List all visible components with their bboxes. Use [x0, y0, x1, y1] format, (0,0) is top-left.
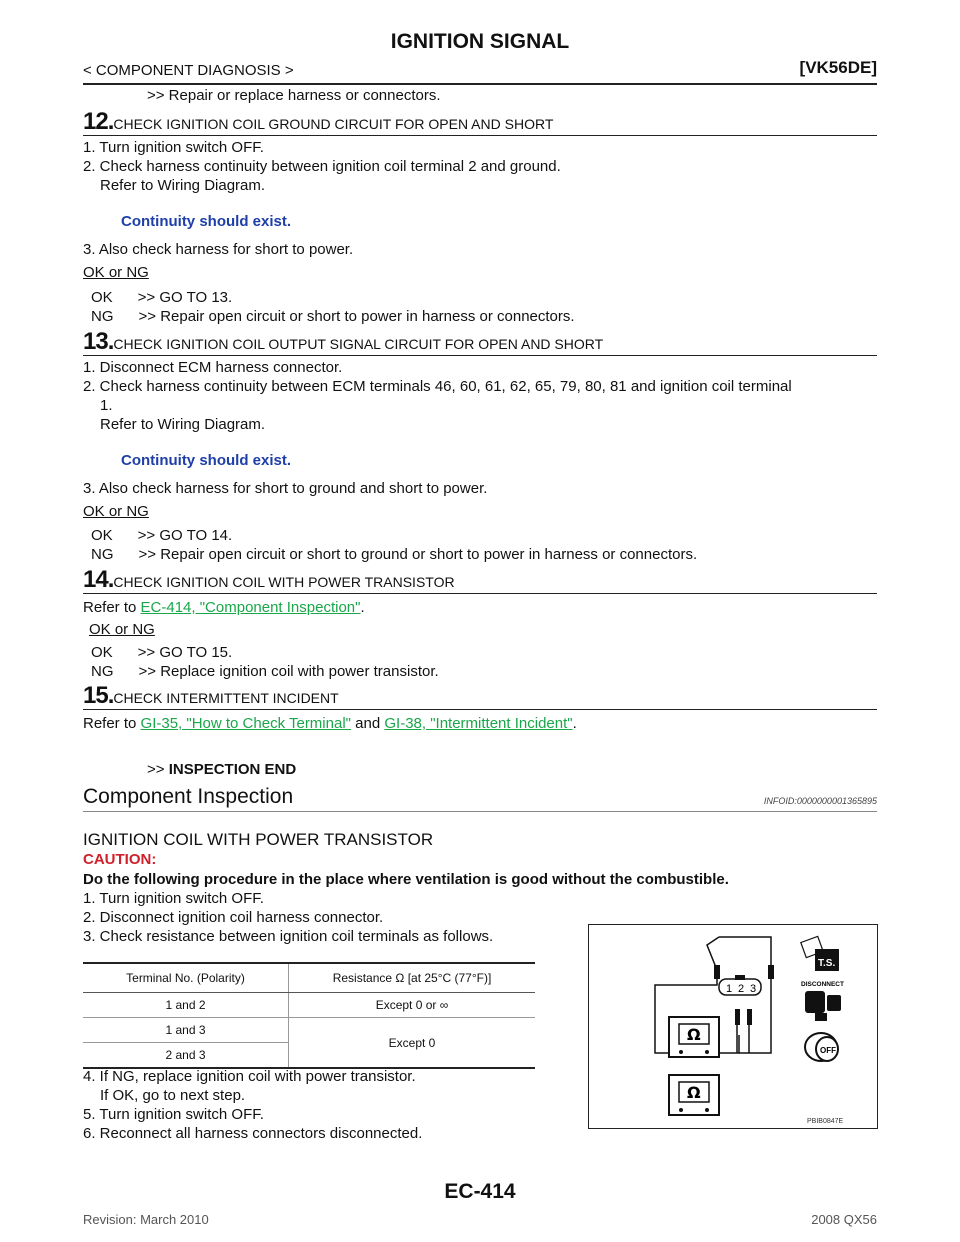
- ok-ng-label: OK or NG: [83, 264, 149, 281]
- step-number: 13.: [83, 328, 114, 355]
- off-label: OFF: [820, 1046, 836, 1055]
- ng-result: NG >> Repair open circuit or short to ground or short to power in harness or connectors.: [91, 546, 698, 563]
- inspection-diagram: [589, 925, 877, 1128]
- step-13-heading: [83, 328, 603, 356]
- end-prefix: >>: [147, 761, 169, 778]
- table-header-row: [83, 963, 535, 993]
- disconnect-label: DISCONNECT: [801, 981, 844, 988]
- header-rule: [83, 83, 877, 85]
- step-line: 1. Turn ignition switch OFF.: [83, 139, 264, 156]
- step-line: 3. Also check harness for short to power.: [83, 241, 354, 258]
- step-line: 6. Reconnect all harness connectors disconnected.: [83, 1125, 423, 1142]
- terminal-label: 1: [726, 983, 733, 995]
- engine-code: [VK56DE]: [799, 58, 877, 77]
- caution-text: Do the following procedure in the place where ventilation is good without the combustible.: [83, 871, 729, 888]
- ok-result: OK >> GO TO 15.: [91, 644, 233, 661]
- step-rule: [83, 709, 877, 710]
- step-title: CHECK IGNITION COIL GROUND CIRCUIT FOR OPEN AND SHORT: [113, 116, 554, 132]
- component-inspection-heading: Component Inspection: [83, 785, 294, 808]
- page-number: EC-414: [444, 1180, 516, 1203]
- inspection-figure: [588, 924, 878, 1129]
- step-number: 14.: [83, 566, 114, 593]
- step-line: 1. Disconnect ECM harness connector.: [83, 359, 343, 376]
- inspection-end: [147, 760, 296, 779]
- and-text: and: [350, 715, 385, 732]
- table-cell: 2 and 3: [83, 1043, 289, 1069]
- how-to-check-terminal-link[interactable]: GI-35, "How to Check Terminal": [140, 715, 351, 732]
- vehicle-model: 2008 QX56: [811, 1212, 877, 1227]
- heading-rule: [83, 811, 877, 812]
- period: .: [360, 599, 365, 616]
- step-title: CHECK IGNITION COIL WITH POWER TRANSISTOR: [113, 574, 455, 590]
- continuity-note: Continuity should exist.: [121, 213, 292, 230]
- step-line: 2. Check harness continuity between ECM terminals 46, 60, 61, 62, 65, 79, 80, 81 and ignition coil terminal: [83, 378, 792, 395]
- table-cell: 1 and 2: [83, 993, 289, 1018]
- table-header-cell: Terminal No. (Polarity): [83, 963, 289, 993]
- ok-ng-label: OK or NG: [83, 503, 149, 520]
- disconnect-icon: [801, 981, 844, 1021]
- step-line: 5. Turn ignition switch OFF.: [83, 1106, 264, 1123]
- ok-ng-label: OK or NG: [89, 621, 155, 638]
- info-id: INFOID:0000000001365895: [763, 796, 877, 806]
- table-row: [83, 993, 535, 1018]
- resistance-table: [83, 962, 535, 1069]
- step-rule: [83, 135, 877, 136]
- ng-result: NG >> Repair open circuit or short to power in harness or connectors.: [91, 308, 575, 325]
- step-line: 2. Disconnect ignition coil harness connector.: [83, 909, 384, 926]
- ok-result: OK >> GO TO 14.: [91, 527, 233, 544]
- refer-line: [83, 598, 365, 617]
- component-inspection-link[interactable]: EC-414, "Component Inspection": [140, 599, 361, 616]
- step-line: Refer to Wiring Diagram.: [100, 177, 266, 194]
- step-rule: [83, 593, 877, 594]
- ok-result: OK >> GO TO 13.: [91, 289, 233, 306]
- step-number: 15.: [83, 682, 114, 709]
- step-15-heading: [83, 682, 339, 710]
- step-line: 4. If NG, replace ignition coil with power transistor.: [83, 1068, 416, 1085]
- ohm-symbol: Ω: [687, 1025, 701, 1044]
- ohm-symbol: Ω: [687, 1083, 701, 1102]
- step-number: 12.: [83, 108, 114, 135]
- revision-date: Revision: March 2010: [83, 1212, 209, 1227]
- subsection-title: IGNITION COIL WITH POWER TRANSISTOR: [83, 830, 434, 849]
- refer-text: Refer to: [83, 715, 141, 732]
- refer-text: Refer to: [83, 599, 141, 616]
- continuity-note: Continuity should exist.: [121, 452, 292, 469]
- ignition-off-icon: [805, 1033, 838, 1061]
- section-label: < COMPONENT DIAGNOSIS >: [83, 62, 294, 79]
- table-header-cell: Resistance Ω [at 25°C (77°F)]: [289, 963, 536, 993]
- step-14-heading: [83, 566, 455, 594]
- ng-result: NG >> Replace ignition coil with power transistor.: [91, 663, 439, 680]
- table-cell: Except 0: [289, 1018, 536, 1069]
- step-line: 1. Turn ignition switch OFF.: [83, 890, 264, 907]
- table-cell: 1 and 3: [83, 1018, 289, 1043]
- caution-label: CAUTION:: [83, 851, 157, 868]
- end-label: INSPECTION END: [168, 761, 297, 778]
- ts-icon: [801, 936, 839, 971]
- terminal-label: 2: [738, 983, 745, 995]
- intermittent-incident-link[interactable]: GI-38, "Intermittent Incident": [384, 715, 573, 732]
- step-line: 2. Check harness continuity between ignition coil terminal 2 and ground.: [83, 158, 561, 175]
- step-12-heading: [83, 108, 553, 136]
- step-title: CHECK IGNITION COIL OUTPUT SIGNAL CIRCUIT FOR OPEN AND SHORT: [113, 336, 604, 352]
- refer-line: [83, 714, 577, 733]
- step-line: If OK, go to next step.: [100, 1087, 246, 1104]
- figure-code: PBIB0847E: [807, 1118, 844, 1125]
- ts-label: T.S.: [818, 958, 836, 969]
- table-row: [83, 1018, 535, 1043]
- step-line: Refer to Wiring Diagram.: [100, 416, 266, 433]
- step-title: CHECK INTERMITTENT INCIDENT: [113, 690, 339, 706]
- step-line: 3. Also check harness for short to ground and short to power.: [83, 480, 488, 497]
- step-line: 1.: [100, 397, 113, 414]
- page-title: IGNITION SIGNAL: [390, 30, 570, 53]
- terminal-label: 3: [750, 983, 757, 995]
- repair-line: >> Repair or replace harness or connectors.: [147, 87, 441, 104]
- period: .: [572, 715, 577, 732]
- table-cell: Except 0 or ∞: [289, 993, 536, 1018]
- step-line: 3. Check resistance between ignition coil terminals as follows.: [83, 928, 494, 945]
- step-rule: [83, 355, 877, 356]
